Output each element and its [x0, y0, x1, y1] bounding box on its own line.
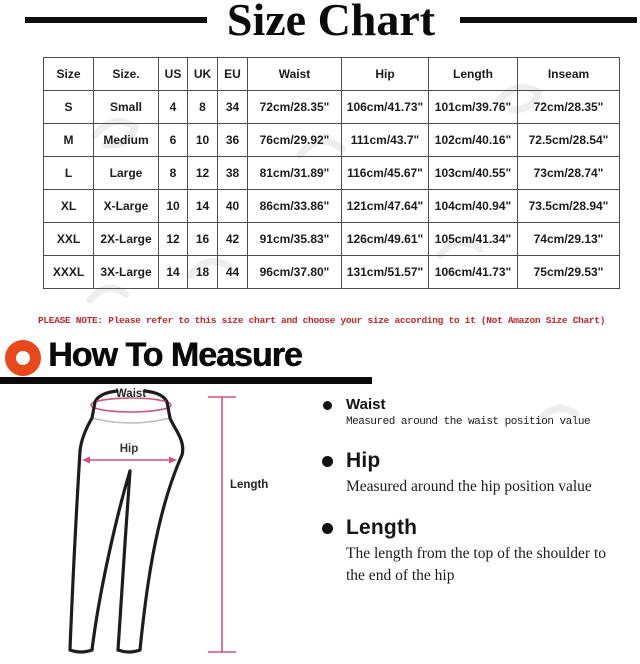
table-cell: 105cm/41.34" — [429, 223, 518, 256]
length-measure-line — [208, 397, 236, 652]
guide-item-waist — [316, 396, 638, 428]
bullet-icon — [322, 523, 333, 534]
table-cell: 86cm/33.86" — [248, 190, 342, 223]
guide-term: Waist — [346, 396, 386, 413]
table-cell: 4 — [159, 91, 188, 124]
table-cell: XXL — [44, 223, 94, 256]
table-cell: 36 — [218, 124, 248, 157]
table-cell: M — [44, 124, 94, 157]
table-cell: 12 — [188, 157, 218, 190]
guide-term: Hip — [346, 449, 381, 472]
table-cell: 73cm/28.74" — [518, 157, 620, 190]
table-cell: L — [44, 157, 94, 190]
table-cell: 106cm/41.73" — [342, 91, 429, 124]
table-row — [44, 223, 620, 256]
table-cell: 106cm/41.73" — [429, 256, 518, 289]
title-rule-right — [460, 17, 637, 23]
right-outer-edge — [140, 418, 183, 650]
table-cell: 42 — [218, 223, 248, 256]
hip-measure-line — [82, 457, 177, 464]
table-header-row — [44, 58, 620, 91]
table-cell: X-Large — [94, 190, 159, 223]
page-title: Size Chart — [226, 0, 436, 45]
pants-diagram — [40, 385, 320, 664]
column-header: UK — [188, 58, 218, 91]
table-cell: 121cm/47.64" — [342, 190, 429, 223]
table-row — [44, 190, 620, 223]
table-cell: 131cm/51.57" — [342, 256, 429, 289]
table-cell: 16 — [188, 223, 218, 256]
table-cell: 101cm/39.76" — [429, 91, 518, 124]
table-cell: 34 — [218, 91, 248, 124]
bullet-icon — [323, 401, 332, 410]
waist-measure-ellipse — [91, 398, 171, 412]
waistband-line — [92, 418, 170, 423]
table-cell: 72.5cm/28.54" — [518, 124, 620, 157]
bullet-icon — [322, 456, 333, 467]
table-cell: 81cm/31.89" — [248, 157, 342, 190]
table-cell: 8 — [159, 157, 188, 190]
column-header: US — [159, 58, 188, 91]
table-cell: 3X-Large — [94, 256, 159, 289]
guide-description: Measured around the hip position value — [346, 478, 592, 496]
column-header: Waist — [248, 58, 342, 91]
guide-item-length — [316, 516, 638, 588]
table-row — [44, 124, 620, 157]
table-cell: 74cm/29.13" — [518, 223, 620, 256]
table-row — [44, 91, 620, 124]
left-ankle — [70, 650, 92, 652]
guide-term: Length — [346, 515, 418, 539]
size-table — [43, 57, 620, 289]
circle-bullet-icon — [5, 340, 41, 376]
table-cell: 38 — [218, 157, 248, 190]
table-cell: 14 — [188, 190, 218, 223]
table-cell: 44 — [218, 256, 248, 289]
title-rule-left — [25, 17, 207, 23]
heading-underline — [0, 377, 372, 384]
length-label: Length — [230, 479, 269, 491]
column-header: Inseam — [518, 58, 620, 91]
table-cell: 103cm/40.55" — [429, 157, 518, 190]
table-cell: 8 — [188, 91, 218, 124]
table-cell: 10 — [188, 124, 218, 157]
table-cell: 12 — [159, 223, 188, 256]
table-cell: 116cm/45.67" — [342, 157, 429, 190]
please-note-text: PLEASE NOTE: Please refer to this size chart and choose your size according to it (Not Amazon Size Chart) — [38, 315, 606, 326]
table-cell: 104cm/40.94" — [429, 190, 518, 223]
table-cell: 96cm/37.80" — [248, 256, 342, 289]
table-cell: Large — [94, 157, 159, 190]
table-cell: 6 — [159, 124, 188, 157]
table-cell: Small — [94, 91, 159, 124]
table-cell: 111cm/43.7" — [342, 124, 429, 157]
waist-label: Waist — [115, 388, 147, 400]
guide-description: Measured around the waist position value — [346, 416, 591, 428]
table-cell: 73.5cm/28.94" — [518, 190, 620, 223]
table-cell: 2X-Large — [94, 223, 159, 256]
left-outer-edge — [70, 418, 92, 649]
table-cell: 91cm/35.83" — [248, 223, 342, 256]
table-cell: S — [44, 91, 94, 124]
guide-description: The length from the top of the shoulder to the end of the hip — [346, 544, 606, 585]
table-cell: Medium — [94, 124, 159, 157]
column-header: Length — [429, 58, 518, 91]
column-header: Hip — [342, 58, 429, 91]
table-row — [44, 256, 620, 289]
measure-guide — [316, 388, 638, 588]
table-cell: 72cm/28.35" — [518, 91, 620, 124]
guide-item-hip — [316, 449, 638, 499]
table-cell: 10 — [159, 190, 188, 223]
table-cell: XXXL — [44, 256, 94, 289]
table-row — [44, 157, 620, 190]
hip-label: Hip — [119, 443, 139, 455]
table-cell: 76cm/29.92" — [248, 124, 342, 157]
table-cell: 75cm/29.53" — [518, 256, 620, 289]
table-cell: 14 — [159, 256, 188, 289]
table-cell: 126cm/49.61" — [342, 223, 429, 256]
how-to-measure-heading: How To Measure — [48, 336, 302, 374]
column-header: Size — [44, 58, 94, 91]
table-cell: 18 — [188, 256, 218, 289]
table-cell: 72cm/28.35" — [248, 91, 342, 124]
table-cell: 102cm/40.16" — [429, 124, 518, 157]
table-cell: 40 — [218, 190, 248, 223]
column-header: Size. — [94, 58, 159, 91]
column-header: EU — [218, 58, 248, 91]
table-cell: XL — [44, 190, 94, 223]
right-ankle — [118, 650, 140, 652]
